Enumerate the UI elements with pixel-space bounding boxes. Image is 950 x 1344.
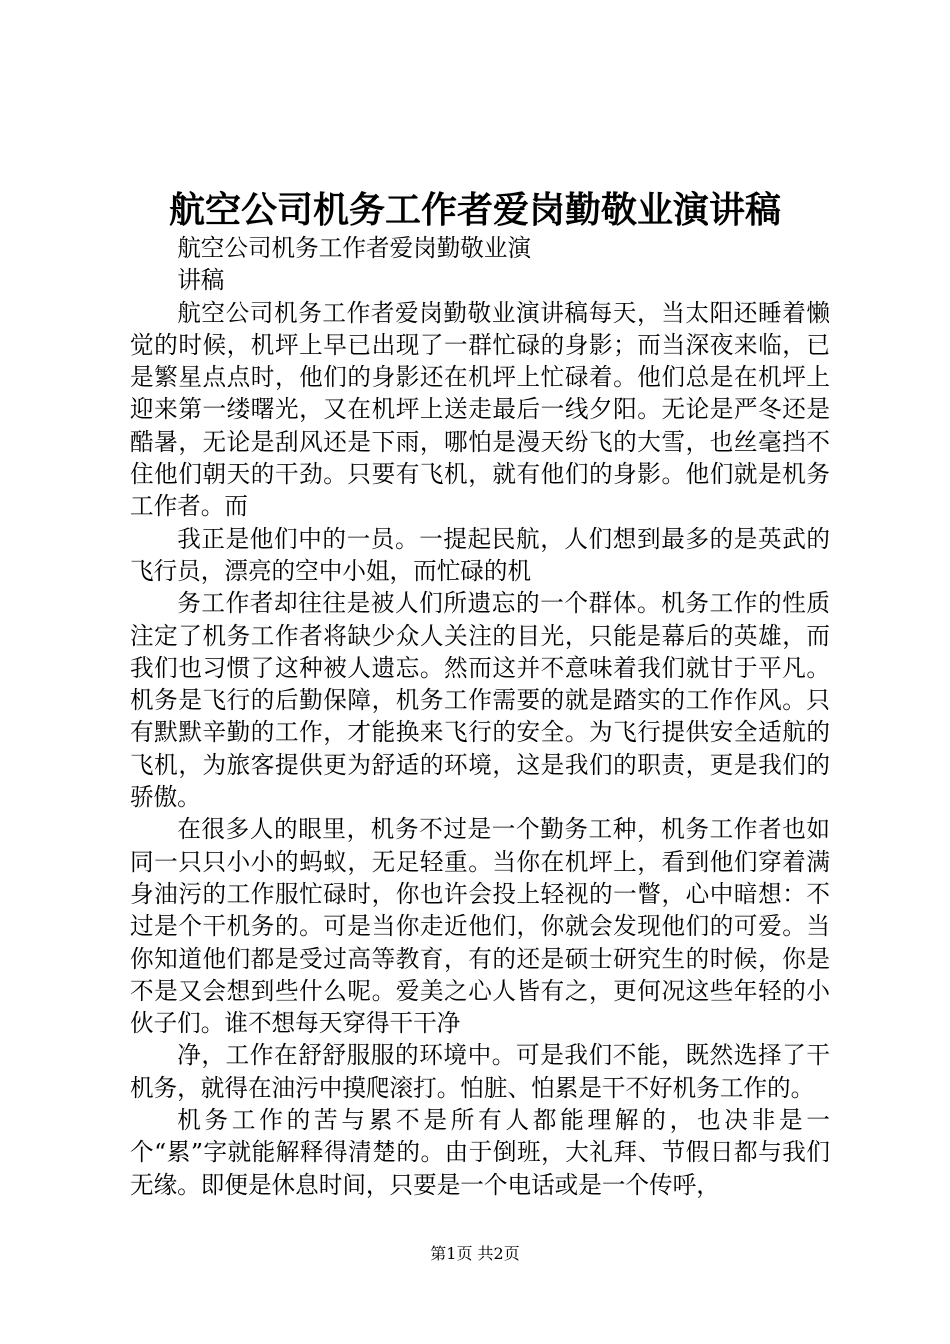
paragraph-3: 务工作者却往往是被人们所遗忘的一个群体。机务工作的性质注定了机务工作者将缺少众人关注的目光，只能是幕后的英雄，而我们也习惯了这种被人遗忘。然而这并不意味着我们就甘于平凡。机务是飞行的后勤保障，机务工作需要的就是踏实的工作作风。只有默默辛勤的工作，才能换来飞行的安全。为飞行提供安全适航的飞机，为旅客提供更为舒适的环境，这是我们的职责，更是我们的骄傲。 bbox=[130, 589, 830, 812]
page-footer: 第1页 共2页 bbox=[430, 1244, 520, 1263]
subtitle-line-2: 讲稿 bbox=[177, 266, 225, 295]
paragraph-1: 航空公司机务工作者爱岗勤敬业演讲稿每天，当太阳还睡着懒觉的时候，机坪上早已出现了一群忙碌的身影；而当深夜来临，已是繁星点点时，他们的身影还在机坪上忙碌着。他们总是在机坪上迎来第一缕曙光，又在机坪上送走最后一线夕阳。无论是严冬还是酷暑，无论是刮风还是下雨，哪怕是漫天纷飞的大雪，也丝毫挡不住他们朝天的干劲。只要有飞机，就有他们的身影。他们就是机务工作者。而 bbox=[130, 298, 830, 521]
paragraph-2: 我正是他们中的一员。一提起民航，人们想到最多的是英武的飞行员，漂亮的空中小姐，而忙碌的机 bbox=[130, 524, 830, 585]
document-title: 航空公司机务工作者爱岗勤敬业演讲稿 bbox=[168, 189, 781, 231]
paragraph-6: 机务工作的苦与累不是所有人都能理解的，也决非是一个“累”字就能解释得清楚的。由于倒班，大礼拜、节假日都与我们无缘。即便是休息时间，只要是一个电话或是一个传呼， bbox=[130, 1106, 830, 1199]
paragraph-5: 净，工作在舒舒服服的环境中。可是我们不能，既然选择了干机务，就得在油污中摸爬滚打。怕脏、怕累是干不好机务工作的。 bbox=[130, 1041, 830, 1102]
subtitle-line-1: 航空公司机务工作者爱岗勤敬业演 bbox=[177, 234, 532, 262]
paragraph-4: 在很多人的眼里，机务不过是一个勤务工种，机务工作者也如同一只只小小的蚂蚁，无足轻重。当你在机坪上，看到他们穿着满身油污的工作服忙碌时，你也许会投上轻视的一瞥，心中暗想：不过是个干机务的。可是当你走近他们，你就会发现他们的可爱。当你知道他们都是受过高等教育，有的还是硕士研究生的时候，你是不是又会想到些什么呢。爱美之心人皆有之，更何况这些年轻的小伙子们。谁不想每天穿得干干净 bbox=[130, 815, 830, 1038]
document-body bbox=[130, 232, 830, 1201]
